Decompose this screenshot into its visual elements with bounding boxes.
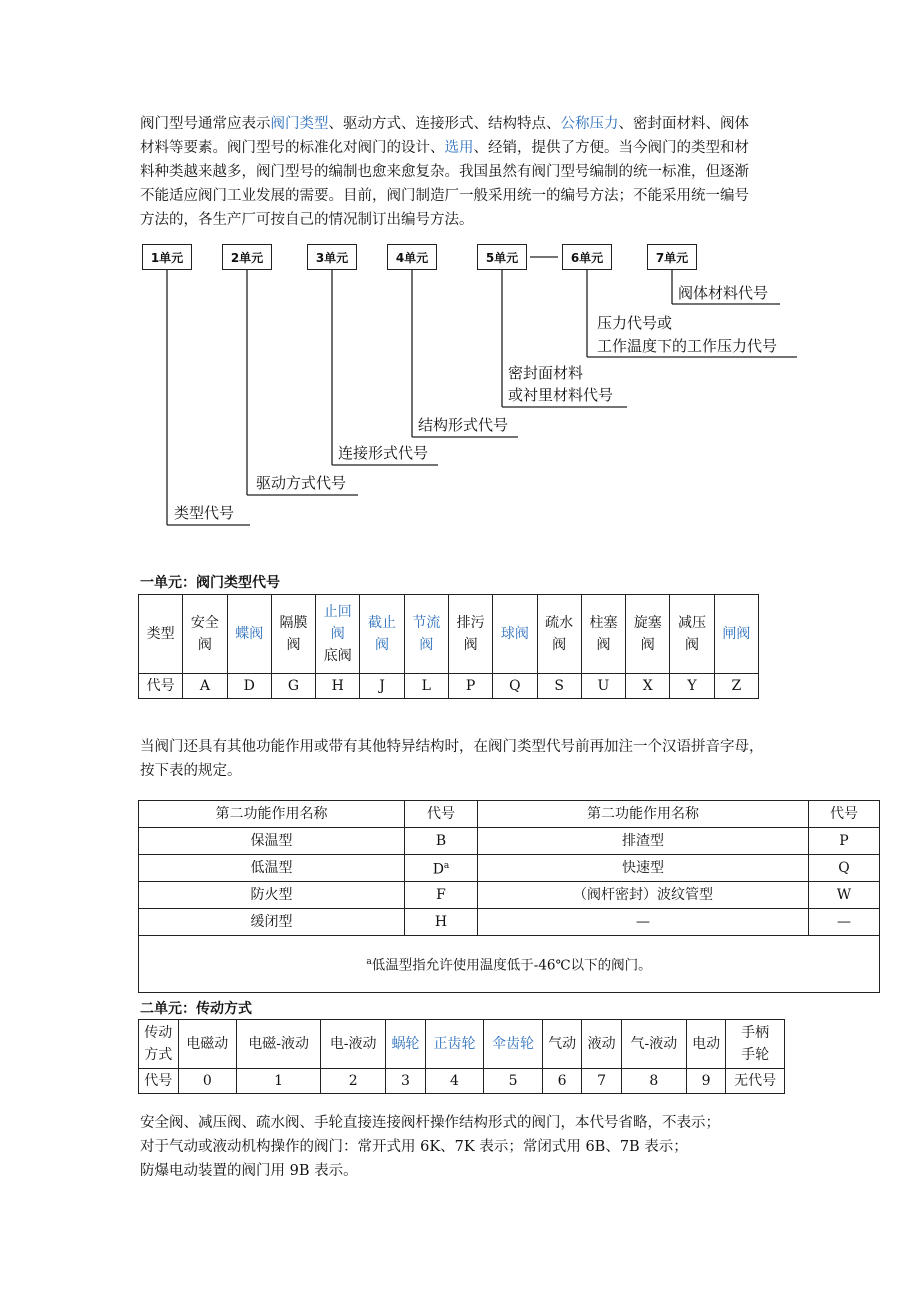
function-code-cell: P: [809, 828, 880, 855]
intro-line-4: 不能适应阀门工业发展的需要。目前，阀门制造厂一般采用统一的编号方法；不能采用统一编号: [140, 188, 749, 204]
drive-code-cell: 2: [321, 1069, 386, 1094]
header-name-2: 第二功能作用名称: [478, 801, 809, 828]
valve-type-cell: 隔膜 阀: [271, 595, 315, 674]
valve-type-cell[interactable]: 止回 阀 底阀: [316, 595, 360, 674]
valve-code-row: [139, 674, 759, 699]
function-name-cell: 缓闭型: [139, 909, 405, 936]
paragraph2-line-2: 按下表的规定。: [140, 763, 242, 779]
drive-code-cell: 0: [178, 1069, 237, 1094]
valve-model-structure-diagram: [140, 240, 820, 540]
function-code-cell: F: [405, 882, 478, 909]
valve-type-cell: 旋塞 阀: [626, 595, 670, 674]
unit-box-6: 6单元: [562, 244, 612, 270]
function-name-cell: （阀杆密封）波纹管型: [478, 882, 809, 909]
valve-code-cell: P: [448, 674, 492, 699]
valve-code-cell: H: [316, 674, 360, 699]
drive-code-cell: 无代号: [726, 1069, 785, 1094]
valve-type-cell: 柱塞 阀: [581, 595, 625, 674]
section2-title: 二单元：传动方式: [140, 1001, 252, 1017]
link-nominal-pressure[interactable]: 公称压力: [560, 116, 619, 132]
unit-box-2: 2单元: [222, 244, 272, 270]
header-name-1: 第二功能作用名称: [139, 801, 405, 828]
intro-line-3: 料种类越来越多，阀门型号的编制也愈来愈复杂。我国虽然有阀门型号编制的统一标准，但逐渐: [140, 164, 749, 180]
code-row-header: 代号: [139, 674, 183, 699]
header-code-2: 代号: [809, 801, 880, 828]
drive-mode-cell: 气-液动: [621, 1020, 686, 1069]
drive-mode-cell[interactable]: 正齿轮: [425, 1020, 484, 1069]
link-selection[interactable]: 选用: [444, 140, 474, 156]
drive-mode-cell: 电动: [686, 1020, 726, 1069]
drive-code-cell: 9: [686, 1069, 726, 1094]
drive-code-cell: 7: [582, 1069, 622, 1094]
valve-type-row: [139, 595, 759, 674]
footnote-marker: a: [366, 957, 372, 968]
label-seal-material-line1: 密封面材料: [508, 364, 584, 382]
second-function-row: [139, 855, 880, 882]
unit-box-7: 7单元: [647, 244, 697, 270]
drive-code-cell: 6: [542, 1069, 582, 1094]
function-code-cell: W: [809, 882, 880, 909]
second-function-table: [138, 800, 880, 993]
function-code-cell: $D^a$: [405, 855, 478, 882]
valve-type-cell[interactable]: 截止 阀: [360, 595, 404, 674]
footnote-cell: [139, 936, 880, 993]
second-function-row: [139, 882, 880, 909]
valve-type-cell[interactable]: 球阀: [493, 595, 537, 674]
valve-code-cell: A: [183, 674, 227, 699]
valve-code-cell: Q: [493, 674, 537, 699]
second-function-row: [139, 828, 880, 855]
function-code-cell: Q: [809, 855, 880, 882]
valve-code-cell: Z: [714, 674, 758, 699]
function-name-cell: —: [478, 909, 809, 936]
intro-line-5: 方法的，各生产厂可按自己的情况制订出编号方法。: [140, 212, 474, 228]
drive-mode-cell: 电磁动: [178, 1020, 237, 1069]
second-function-row: [139, 909, 880, 936]
valve-type-cell: 疏水 阀: [537, 595, 581, 674]
type-row-header: 类型: [139, 595, 183, 674]
drive-mode-cell: 液动: [582, 1020, 622, 1069]
drive-mode-cell[interactable]: 伞齿轮: [484, 1020, 543, 1069]
header-code-1: 代号: [405, 801, 478, 828]
drive-code-cell: 5: [484, 1069, 543, 1094]
footnote-marker: a: [443, 861, 450, 872]
function-name-cell: 排渣型: [478, 828, 809, 855]
drive-mode-cell: 手柄 手轮: [726, 1020, 785, 1069]
valve-code-cell: X: [626, 674, 670, 699]
function-code-cell: —: [809, 909, 880, 936]
valve-type-cell: 安全 阀: [183, 595, 227, 674]
label-pressure-line1: 压力代号或: [597, 314, 673, 332]
function-name-cell: 防火型: [139, 882, 405, 909]
section1-title: 一单元：阀门类型代号: [140, 575, 280, 591]
drive-code-cell: 4: [425, 1069, 484, 1094]
footnote-text: 低温型指允许使用温度低于-46℃以下的阀门。: [371, 957, 652, 974]
second-function-paragraph: [140, 735, 800, 783]
valve-code-cell: S: [537, 674, 581, 699]
second-function-header-row: [139, 801, 880, 828]
function-name-cell: 保温型: [139, 828, 405, 855]
drive-mode-cell: 电-液动: [321, 1020, 386, 1069]
drive-mode-row: [139, 1020, 785, 1069]
label-seal-material-line2: 或衬里材料代号: [508, 386, 614, 404]
function-name-cell: 快速型: [478, 855, 809, 882]
unit-box-4: 4单元: [387, 244, 437, 270]
valve-code-cell: Y: [670, 674, 714, 699]
function-name-cell: 低温型: [139, 855, 405, 882]
link-valve-type[interactable]: 阀门类型: [270, 116, 329, 132]
valve-type-cell: 减压 阀: [670, 595, 714, 674]
intro-line-2: 材料等要素。阀门型号的标准化对阀门的设计、选用、经销，提供了方便。当今阀门的类型和材: [140, 140, 749, 156]
notes-line-1: 安全阀、减压阀、疏水阀、手轮直接连接阀杆操作结构形式的阀门，本代号省略，不表示；: [140, 1115, 720, 1131]
drive-code-cell: 8: [621, 1069, 686, 1094]
label-drive-code: 驱动方式代号: [256, 474, 347, 492]
label-connection-code: 连接形式代号: [338, 444, 429, 462]
valve-type-cell[interactable]: 闸阀: [714, 595, 758, 674]
label-type-code: 类型代号: [174, 504, 235, 522]
drive-code-header: 代号: [139, 1069, 179, 1094]
valve-code-cell: G: [271, 674, 315, 699]
paragraph2-line-1: 当阀门还具有其他功能作用或带有其他特异结构时，在阀门类型代号前再加注一个汉语拼音字母，: [140, 739, 764, 755]
valve-code-cell: J: [360, 674, 404, 699]
valve-code-cell: D: [227, 674, 271, 699]
valve-type-cell: 排污 阀: [448, 595, 492, 674]
intro-paragraph: [140, 112, 790, 232]
valve-code-cell: U: [581, 674, 625, 699]
label-structure-code: 结构形式代号: [418, 416, 509, 434]
drive-mode-cell[interactable]: 蜗轮: [386, 1020, 426, 1069]
unit-box-3: 3单元: [307, 244, 357, 270]
unit-box-1: 1单元: [142, 244, 192, 270]
notes-line-2: 对于气动或液动机构操作的阀门：常开式用 6K、7K 表示；常闭式用 6B、7B 表示；: [140, 1139, 688, 1155]
intro-line-1: 阀门型号通常应表示阀门类型、驱动方式、连接形式、结构特点、公称压力、密封面材料、阀体: [140, 116, 749, 132]
drive-code-row: [139, 1069, 785, 1094]
function-code-cell: B: [405, 828, 478, 855]
label-body-material: 阀体材料代号: [678, 284, 769, 302]
notes-line-3: 防爆电动装置的阀门用 9B 表示。: [140, 1163, 358, 1179]
drive-row-header: 传动 方式: [139, 1020, 179, 1069]
unit-box-5: 5单元: [477, 244, 527, 270]
drive-mode-cell: 电磁-液动: [237, 1020, 321, 1069]
drive-code-cell: 3: [386, 1069, 426, 1094]
drive-mode-cell: 气动: [542, 1020, 582, 1069]
valve-type-table: [138, 594, 759, 699]
drive-mode-table: [138, 1019, 785, 1094]
label-pressure-line2: 工作温度下的工作压力代号: [597, 337, 778, 355]
valve-code-cell: L: [404, 674, 448, 699]
valve-type-cell[interactable]: 蝶阀: [227, 595, 271, 674]
function-code-cell: H: [405, 909, 478, 936]
notes-paragraph: [140, 1111, 800, 1183]
drive-code-cell: 1: [237, 1069, 321, 1094]
valve-type-cell[interactable]: 节流 阀: [404, 595, 448, 674]
footnote-row: [139, 936, 880, 993]
